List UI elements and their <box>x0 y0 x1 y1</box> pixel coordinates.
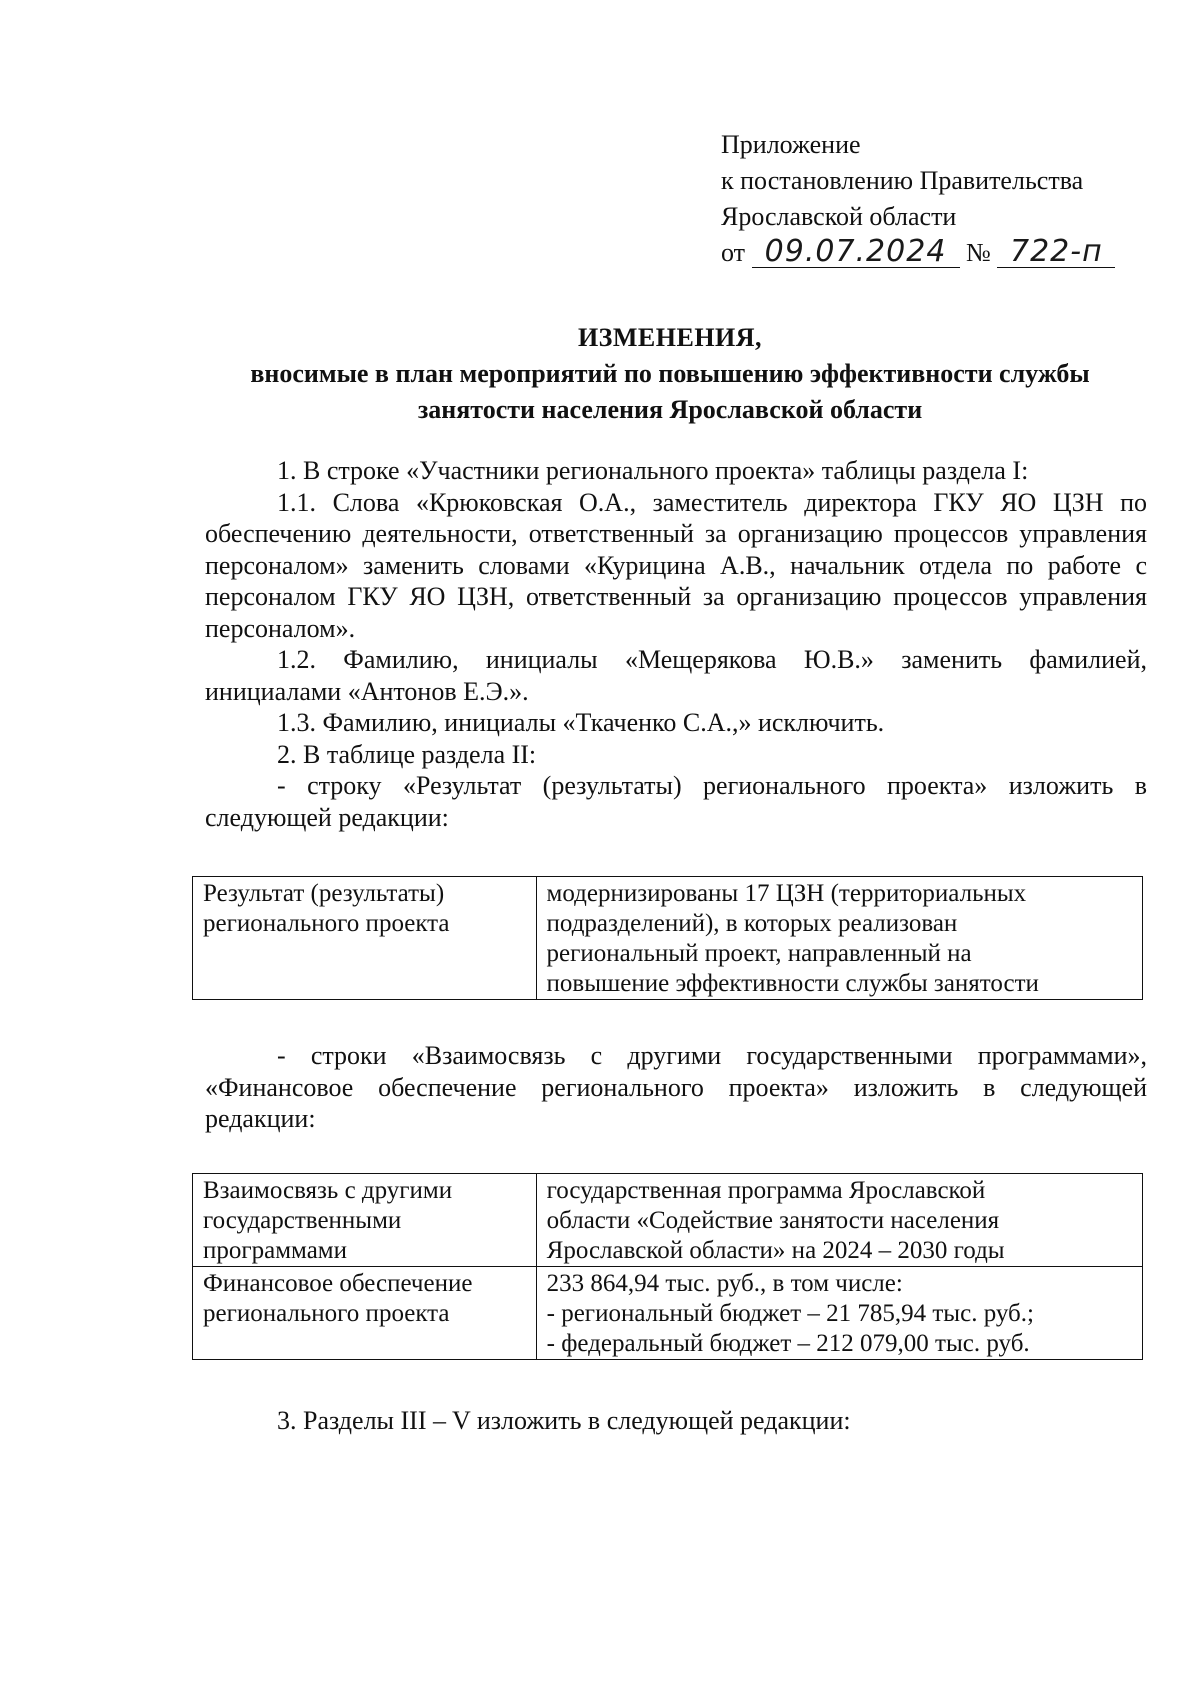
paragraph-2-a: - строку «Результат (результаты) регионального проекта» изложить в следующей редакции: <box>205 771 1147 832</box>
cell-line: Ярославской области» на 2024 – 2030 годы <box>546 1237 1005 1264</box>
cell-line: Финансовое обеспечение <box>203 1270 473 1297</box>
handwritten-date: 09.07.2024 <box>752 237 960 268</box>
cell-line: программами <box>203 1237 347 1264</box>
paragraph-1-2: 1.2. Фамилию, инициалы «Мещерякова Ю.В.» заменить фамилией, инициалами «Антонов Е.Э.». <box>205 645 1147 706</box>
date-prefix: от <box>721 238 746 267</box>
table-row <box>193 1174 1143 1267</box>
table-cell-value <box>536 1267 1142 1360</box>
cell-line: - федеральный бюджет – 212 079,00 тыс. руб. <box>546 1330 1030 1357</box>
paragraph-1-3: 1.3. Фамилию, инициалы «Ткаченко С.А.,» исключить. <box>277 708 885 737</box>
table-cell-label <box>193 1174 537 1267</box>
handwritten-number: 722-п <box>997 237 1115 268</box>
table-cell-label <box>193 877 537 1000</box>
appendix-line-2: к постановлению Правительства <box>721 166 1084 195</box>
document-subtitle-line-1: вносимые в план мероприятий по повышению эффективности службы <box>250 359 1090 388</box>
closing-text <box>205 1405 1147 1437</box>
document-title-block <box>200 320 1140 428</box>
cell-line: Результат (результаты) <box>203 880 445 907</box>
paragraph-2-b: - строки «Взаимосвязь с другими государственными программами», «Финансовое обеспечение регионального проекта» изложить в следующей редакции: <box>205 1041 1147 1133</box>
cell-line: - региональный бюджет – 21 785,94 тыс. руб.; <box>546 1300 1034 1327</box>
cell-line: подразделений), в которых реализован <box>546 910 958 937</box>
appendix-line-3: Ярославской области <box>721 202 957 231</box>
cell-line: региональный проект, направленный на <box>546 940 972 967</box>
number-prefix: № <box>966 238 991 267</box>
cell-line: государственная программа Ярославской <box>546 1177 986 1204</box>
table-cell-value <box>536 1174 1142 1267</box>
paragraph-1-1: 1.1. Слова «Крюковская О.А., заместитель директора ГКУ ЯО ЦЗН по обеспечению деятельности, ответственный за организацию процессов управления персоналом» заменить словами «Курицина А.В., начальник отдела по работе с персоналом ГКУ ЯО ЦЗН, ответственный за организацию процессов управления персоналом». <box>205 487 1147 643</box>
cell-line: Взаимосвязь с другими <box>203 1177 453 1204</box>
cell-line: регионального проекта <box>203 910 450 937</box>
paragraph-1: 1. В строке «Участники регионального проекта» таблицы раздела I: <box>277 456 1029 485</box>
cell-line: повышение эффективности службы занятости <box>546 970 1039 997</box>
table-row <box>193 1267 1143 1360</box>
table-cell-label <box>193 1267 537 1360</box>
appendix-block <box>721 127 1161 271</box>
result-table <box>192 876 1143 1000</box>
document-body <box>205 455 1147 833</box>
paragraph-2: 2. В таблице раздела II: <box>277 739 537 769</box>
appendix-date-line <box>721 235 1161 271</box>
programs-finance-table <box>192 1173 1143 1360</box>
table-row <box>193 877 1143 1000</box>
cell-line: государственными <box>203 1207 402 1234</box>
cell-line: регионального проекта <box>203 1300 450 1327</box>
paragraph-3: 3. Разделы III – V изложить в следующей редакции: <box>277 1406 851 1435</box>
cell-line: модернизированы 17 ЦЗН (территориальных <box>546 880 1027 907</box>
cell-line: 233 864,94 тыс. руб., в том числе: <box>546 1270 903 1297</box>
cell-line: области «Содействие занятости населения <box>546 1207 1000 1234</box>
document-title: ИЗМЕНЕНИЯ, <box>577 323 763 352</box>
table-cell-value <box>536 877 1142 1000</box>
document-subtitle-line-2: занятости населения Ярославской области <box>417 395 923 424</box>
between-tables-text <box>205 1040 1147 1135</box>
appendix-line-1: Приложение <box>721 130 861 159</box>
